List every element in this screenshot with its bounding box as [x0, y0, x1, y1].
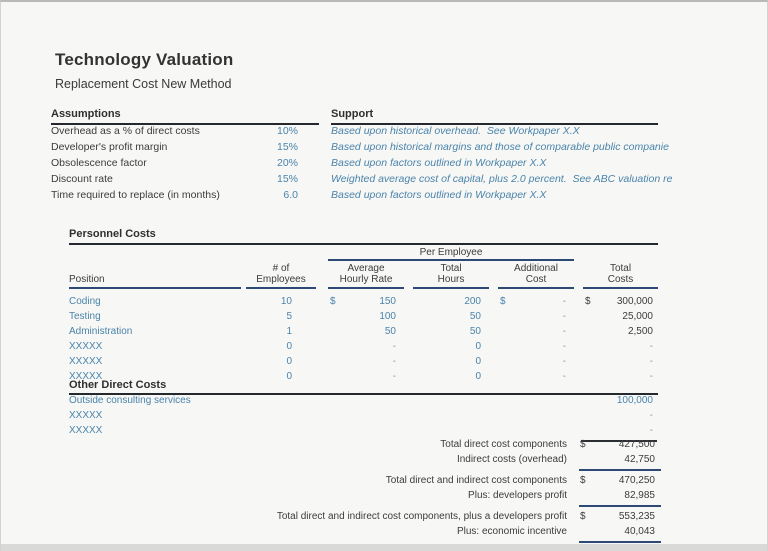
- totals-row: [69, 475, 661, 490]
- assumption-label: Overhead as a % of direct costs: [51, 125, 200, 137]
- totals-row: [69, 490, 661, 505]
- other-direct-row: [69, 395, 658, 410]
- cell-total-costs: -: [649, 371, 653, 382]
- cell-employees: 1: [286, 326, 292, 337]
- totals-value: 40,043: [624, 526, 655, 537]
- cell-position: XXXXX: [69, 341, 103, 352]
- other-direct-value: 100,000: [616, 395, 653, 406]
- personnel-heading: Personnel Costs: [69, 228, 658, 245]
- cell-hourly-rate: 50: [384, 326, 396, 337]
- table-row: [69, 294, 658, 309]
- personnel-costs-section: [69, 228, 658, 384]
- dollar-sign: $: [580, 511, 586, 522]
- cell-position: Testing: [69, 311, 101, 322]
- support-note: Based upon historical overhead. See Workpaper X.X: [331, 125, 580, 137]
- support-note: Based upon factors outlined in Workpaper X.X: [331, 157, 547, 169]
- support-note: Based upon historical margins and those of comparable public companie: [331, 141, 669, 153]
- cell-total-hours: 50: [469, 311, 481, 322]
- other-direct-value: -: [649, 425, 653, 436]
- table-row: [69, 339, 658, 354]
- totals-row: [69, 439, 661, 454]
- other-direct-value: -: [649, 410, 653, 421]
- cell-additional-cost: -: [562, 326, 566, 337]
- assumption-label: Time required to replace (in months): [51, 189, 220, 201]
- dollar-sign: $: [585, 296, 591, 307]
- assumption-row: [51, 157, 319, 173]
- totals-label: Plus: economic incentive: [456, 526, 567, 537]
- assumptions-heading: Assumptions: [51, 108, 319, 125]
- assumption-value: 20%: [276, 157, 298, 169]
- cell-position: XXXXX: [69, 371, 103, 382]
- col-header-employees: # of Employees: [246, 263, 316, 289]
- cell-total-hours: 200: [464, 296, 481, 307]
- totals-label: Total direct cost components: [440, 439, 567, 450]
- cell-hourly-rate: 100: [379, 311, 396, 322]
- assumption-value: 6.0: [283, 189, 298, 201]
- col-header-total-costs: Total Costs: [583, 263, 658, 289]
- cell-additional-cost: -: [562, 341, 566, 352]
- assumptions-section: [51, 108, 319, 205]
- page-subtitle: Replacement Cost New Method: [55, 77, 232, 91]
- totals-row: [69, 526, 661, 541]
- cell-total-costs: $ 300,000: [585, 296, 653, 307]
- assumption-row: [51, 173, 319, 189]
- cell-additional-cost: -: [562, 356, 566, 367]
- support-heading: Support: [331, 108, 658, 125]
- assumption-row: [51, 189, 319, 205]
- totals-label: Indirect costs (overhead): [456, 454, 567, 465]
- other-direct-row: [69, 425, 658, 440]
- other-direct-costs-section: [69, 379, 658, 442]
- title-block: [55, 50, 233, 91]
- support-note: Weighted average cost of capital, plus 2.0 percent. See ABC valuation re: [331, 173, 673, 185]
- totals-group: [69, 475, 661, 507]
- table-row: [69, 309, 658, 324]
- assumption-value: 15%: [276, 173, 298, 185]
- col-header-additional-cost: Additional Cost: [498, 263, 574, 289]
- assumption-value: 10%: [276, 125, 298, 137]
- cell-total-hours: 0: [475, 371, 481, 382]
- table-row: [69, 324, 658, 339]
- personnel-rows: [69, 294, 658, 384]
- cell-additional-cost: $ -: [500, 296, 566, 307]
- cell-total-hours: 0: [475, 341, 481, 352]
- col-header-total-hours: Total Hours: [413, 263, 489, 289]
- cell-employees: 0: [286, 356, 292, 367]
- subtotal-rule: [579, 541, 661, 543]
- dollar-sign: $: [580, 475, 586, 486]
- cell-additional-cost: -: [562, 311, 566, 322]
- cell-hourly-rate: $ 150: [330, 296, 396, 307]
- other-direct-row: [69, 410, 658, 425]
- cell-total-hours: 0: [475, 356, 481, 367]
- subtotal-rule: [579, 505, 661, 507]
- totals-value: 470,250: [618, 475, 655, 486]
- cell-total-costs: 25,000: [622, 311, 653, 322]
- cell-position: Coding: [69, 296, 101, 307]
- cell-hourly-rate: -: [392, 371, 396, 382]
- col-header-position: Position: [69, 263, 241, 289]
- cell-hourly-rate: -: [392, 341, 396, 352]
- other-direct-label: XXXXX: [69, 410, 103, 421]
- cell-position: XXXXX: [69, 356, 103, 367]
- support-section: [331, 108, 673, 205]
- other-direct-heading: Other Direct Costs: [69, 379, 658, 395]
- totals-value: 427,500: [618, 439, 655, 450]
- cell-total-costs: -: [649, 356, 653, 367]
- totals-value: 82,985: [624, 490, 655, 501]
- table-row: [69, 354, 658, 369]
- cell-position: Administration: [69, 326, 133, 337]
- cell-total-costs: 2,500: [627, 326, 653, 337]
- dollar-sign: $: [580, 439, 586, 450]
- totals-value: 553,235: [618, 511, 655, 522]
- totals-row: [69, 511, 661, 526]
- assumption-label: Discount rate: [51, 173, 113, 185]
- totals-label: Total direct and indirect cost components, plus a developers profit: [276, 511, 567, 522]
- table-header-row: [69, 263, 658, 289]
- other-direct-label: Outside consulting services: [69, 395, 191, 406]
- assumption-label: Developer's profit margin: [51, 141, 168, 153]
- support-note: Based upon factors outlined in Workpaper X.X: [331, 189, 547, 201]
- assumption-row: [51, 125, 319, 141]
- dollar-sign: $: [500, 296, 506, 307]
- cell-total-costs: -: [649, 341, 653, 352]
- col-header-hourly-rate: Average Hourly Rate: [328, 263, 404, 289]
- cell-hourly-rate: -: [392, 356, 396, 367]
- cell-employees: 5: [286, 311, 292, 322]
- cell-employees: 10: [280, 296, 292, 307]
- cell-employees: 0: [286, 371, 292, 382]
- cell-employees: 0: [286, 341, 292, 352]
- cell-additional-cost: -: [562, 371, 566, 382]
- dollar-sign: $: [330, 296, 336, 307]
- totals-row: [69, 454, 661, 469]
- totals-label: Plus: developers profit: [468, 490, 567, 501]
- assumption-row: [51, 141, 319, 157]
- totals-value: 42,750: [624, 454, 655, 465]
- page-title: Technology Valuation: [55, 50, 234, 69]
- assumption-value: 15%: [276, 141, 298, 153]
- subtotal-rule: [579, 469, 661, 471]
- totals-section: [69, 439, 661, 547]
- totals-label: Total direct and indirect cost components: [385, 475, 567, 486]
- per-employee-span-header: Per Employee: [328, 247, 574, 261]
- totals-group: [69, 511, 661, 543]
- cell-total-hours: 50: [469, 326, 481, 337]
- assumption-label: Obsolescence factor: [51, 157, 147, 169]
- other-direct-label: XXXXX: [69, 425, 103, 436]
- totals-group: [69, 439, 661, 471]
